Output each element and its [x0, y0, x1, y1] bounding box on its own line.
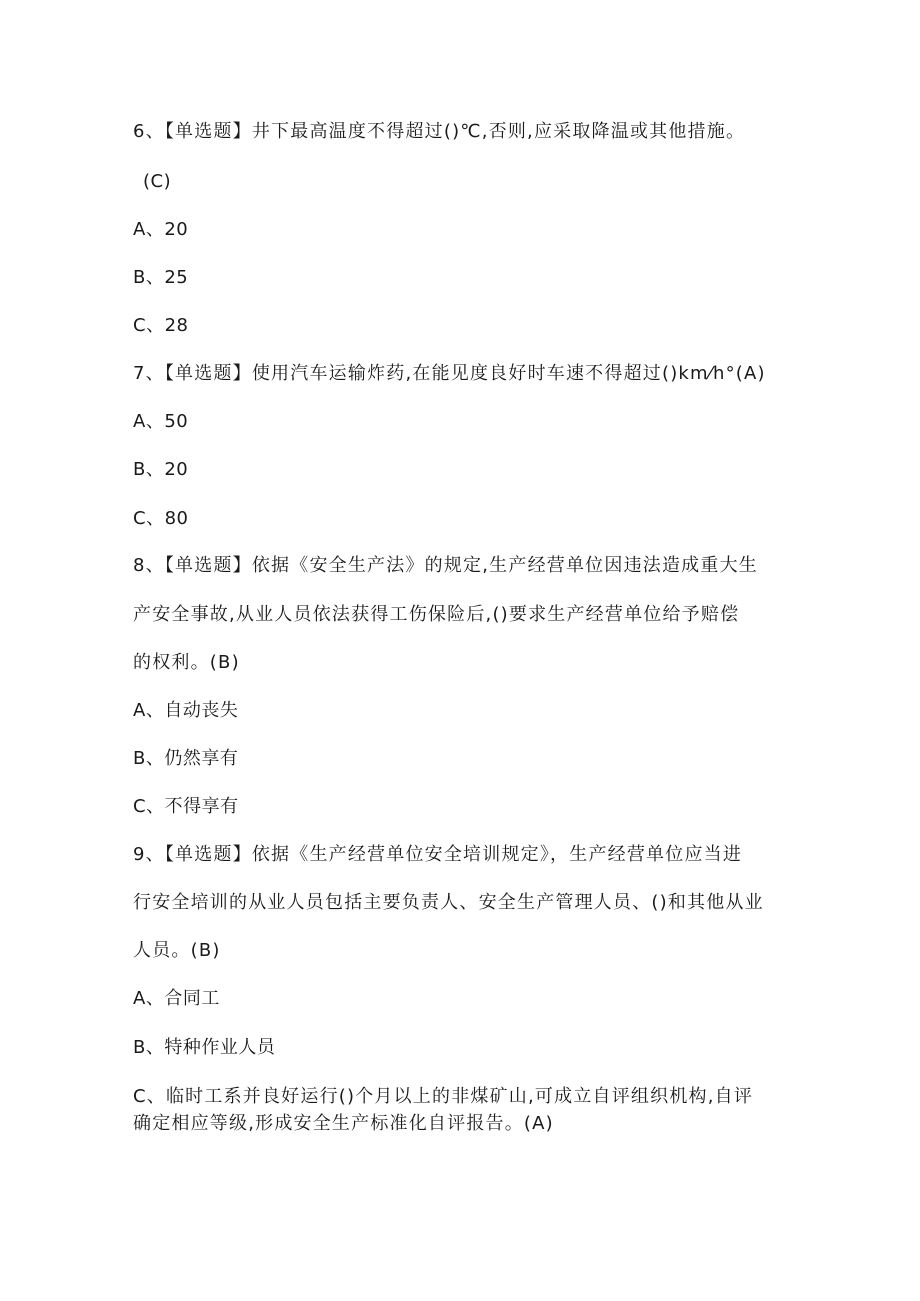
- question-7-option-c: C、80: [133, 508, 189, 529]
- question-10-text-fragment: 确定相应等级,形成安全生产标准化自评报告。(A): [133, 1113, 554, 1134]
- question-9-text-line-3: 人员。(B): [133, 940, 221, 961]
- question-6-answer: (C): [143, 171, 172, 192]
- question-8-text-line-2: 产安全事故,从业人员依法获得工伤保险后,()要求生产经营单位给予赔偿: [133, 604, 740, 625]
- question-8-text-line-1: 8、【单选题】依据《安全生产法》的规定,生产经营单位因违法造成重大生: [133, 555, 758, 576]
- question-6-option-c: C、28: [133, 315, 189, 336]
- question-6-text: 6、【单选题】井下最高温度不得超过()℃,否则,应采取降温或其他措施。: [133, 121, 746, 142]
- question-9-option-a: A、合同工: [133, 988, 220, 1009]
- question-9-text-line-2: 行安全培训的从业人员包括主要负责人、安全生产管理人员、()和其他从业: [133, 892, 764, 913]
- question-7-option-a: A、50: [133, 411, 189, 432]
- question-6-option-a: A、20: [133, 219, 189, 240]
- question-9-option-b: B、特种作业人员: [133, 1037, 276, 1058]
- question-9-option-c: C、临时工系并良好运行()个月以上的非煤矿山,可成立自评组织机构,自评: [133, 1086, 754, 1107]
- question-8-option-c: C、不得享有: [133, 796, 239, 817]
- question-8-option-b: B、仍然享有: [133, 748, 239, 769]
- question-7-text: 7、【单选题】使用汽车运输炸药,在能见度良好时车速不得超过()km⁄h°(A): [133, 363, 766, 384]
- question-6-option-b: B、25: [133, 267, 189, 288]
- question-9-text-line-1: 9、【单选题】依据《生产经营单位安全培训规定》，生产经营单位应当进: [133, 844, 743, 865]
- question-8-text-line-3: 的权利。(B): [133, 652, 240, 673]
- question-7-option-b: B、20: [133, 459, 189, 480]
- question-8-option-a: A、自动丧失: [133, 700, 239, 721]
